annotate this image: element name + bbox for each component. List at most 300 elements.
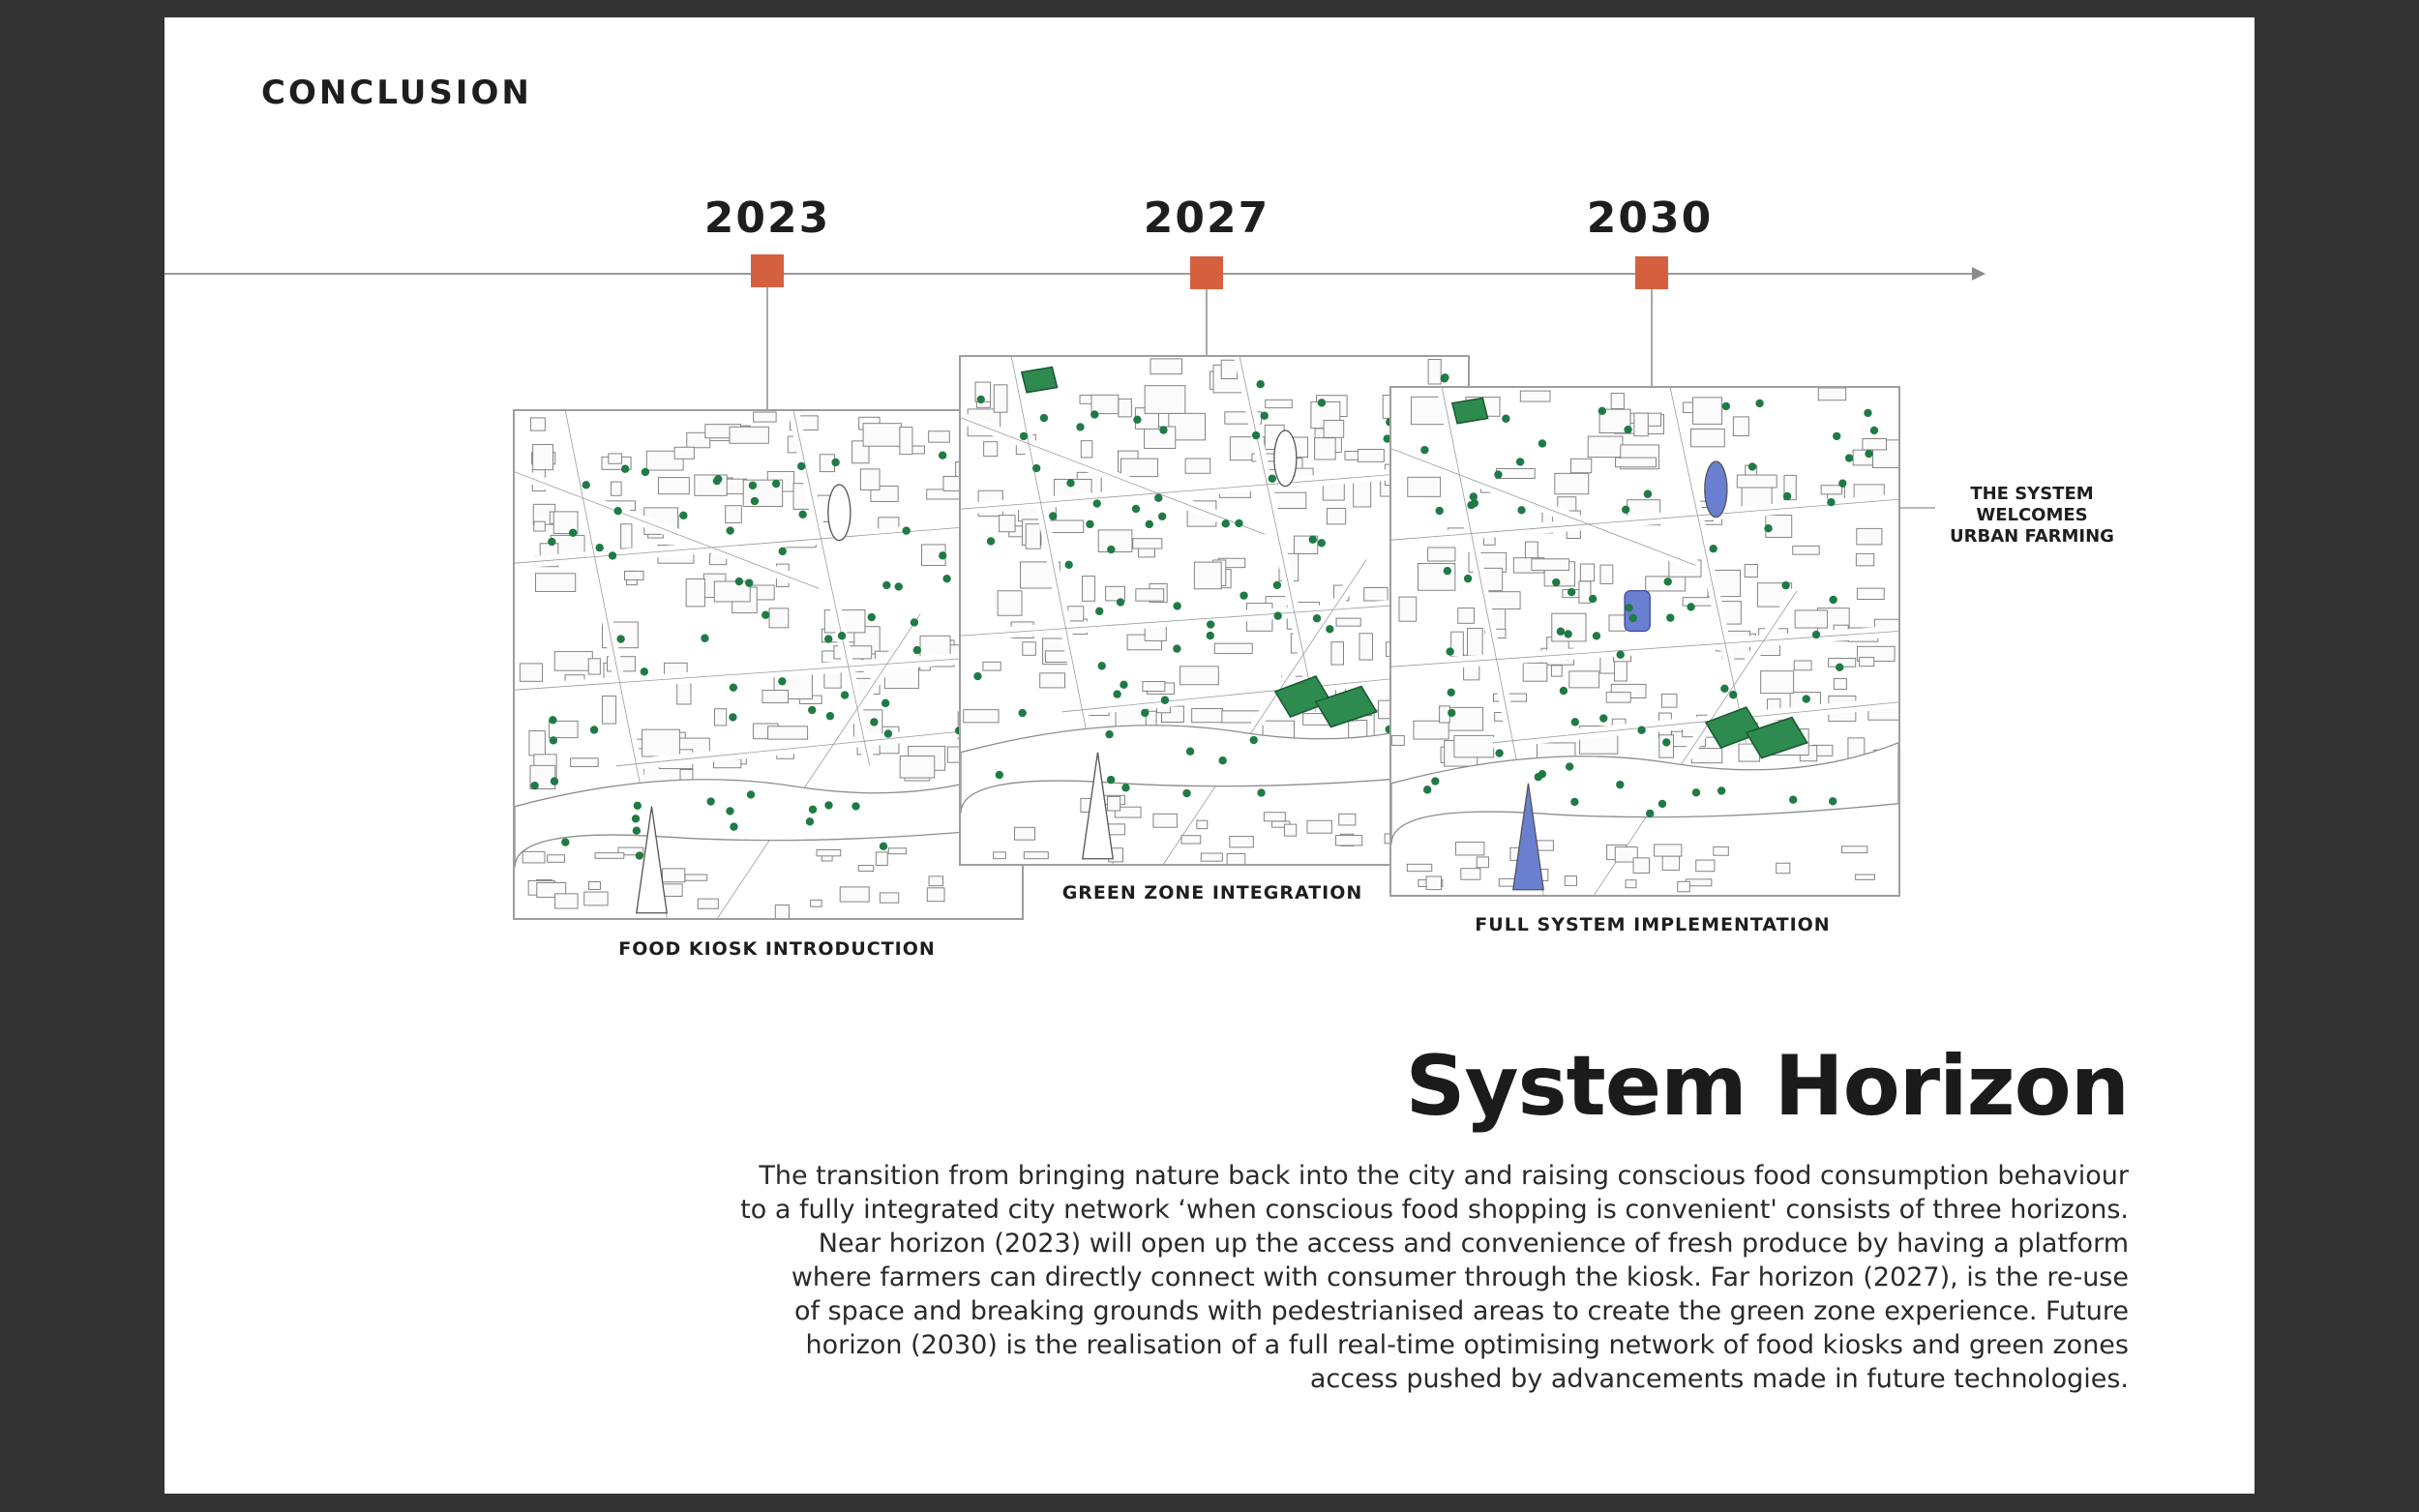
kiosk-dot [569, 529, 577, 537]
kiosk-dot [851, 802, 859, 810]
city-block [621, 524, 632, 548]
city-block [1040, 673, 1065, 688]
city-block [1399, 597, 1417, 621]
kiosk-dot [1803, 695, 1810, 702]
city-block [1662, 856, 1679, 870]
kiosk-dot [1812, 631, 1820, 638]
kiosk-dot [1870, 427, 1878, 434]
year-2030-marker [1635, 256, 1668, 289]
city-block [1324, 421, 1344, 438]
page-title: System Horizon [1405, 1038, 2129, 1135]
city-block [1520, 391, 1550, 401]
city-block [1120, 459, 1157, 476]
kiosk-dot [1257, 788, 1265, 796]
city-block [1461, 869, 1480, 880]
kiosk-dot [841, 691, 849, 698]
caption-2027: GREEN ZONE INTEGRATION [1061, 882, 1363, 904]
city-block [927, 888, 944, 902]
city-block [1633, 858, 1650, 874]
kiosk-dot [549, 716, 556, 724]
city-block [880, 893, 898, 903]
city-block [1856, 553, 1873, 565]
kiosk-dot [590, 726, 598, 733]
kiosk-dot [1273, 611, 1281, 619]
kiosk-dot [1589, 595, 1597, 603]
kiosk-dot [1423, 786, 1431, 793]
city-block [1523, 663, 1547, 681]
city-block [1359, 634, 1373, 660]
city-block [1570, 459, 1591, 472]
city-block [1580, 564, 1594, 581]
caption-2023: FOOD KIOSK INTRODUCTION [618, 938, 936, 960]
city-block [884, 667, 918, 688]
kiosk-dot [895, 582, 903, 590]
kiosk-dot [613, 507, 621, 515]
kiosk-dot [1502, 415, 1509, 423]
city-block [624, 571, 643, 579]
city-block [1455, 843, 1483, 855]
kiosk-dot [824, 801, 832, 809]
kiosk-dot [1121, 784, 1129, 791]
kiosk-dot [1644, 490, 1652, 498]
kiosk-dot [1065, 561, 1073, 569]
kiosk-dot [1222, 519, 1230, 527]
city-block [1197, 820, 1208, 828]
city-block [1532, 559, 1569, 571]
kiosk-dot [1146, 520, 1153, 528]
kiosk-dot [530, 782, 538, 789]
year-2023-label: 2023 [703, 193, 831, 243]
city-block [571, 758, 599, 767]
kiosk-dot [1207, 632, 1214, 639]
city-block [1458, 608, 1475, 624]
kiosk-dot [616, 635, 624, 642]
kiosk-dot [1095, 608, 1103, 615]
city-block [1565, 876, 1576, 886]
city-block [595, 853, 624, 859]
city-block [1745, 565, 1757, 578]
kiosk-dot [1538, 439, 1546, 447]
city-block [1026, 524, 1040, 549]
city-block [1000, 516, 1015, 532]
kiosk-dot [745, 578, 753, 586]
city-block [663, 869, 685, 882]
kiosk-dot [797, 462, 805, 470]
side-note-line: THE SYSTEM [1970, 484, 2094, 504]
body-line: Near horizon (2023) will open up the access and convenience of fresh produce by having a platform [818, 1229, 2129, 1259]
city-block [1690, 429, 1724, 446]
kiosk-dot [1622, 506, 1629, 514]
city-block [1108, 824, 1125, 835]
kiosk-dot [1133, 416, 1141, 424]
year-2023-marker [751, 254, 784, 287]
city-block [1678, 881, 1690, 891]
kiosk-dot [1159, 426, 1167, 433]
city-block [602, 696, 615, 724]
kiosk-dot [642, 468, 649, 476]
city-block [1119, 399, 1132, 416]
map-2023-illustration [515, 411, 1022, 918]
city-block [1150, 359, 1181, 374]
kiosk-dot [1722, 402, 1730, 410]
city-block [698, 899, 718, 908]
kiosk-dot [636, 851, 643, 859]
city-block [1285, 824, 1297, 836]
kiosk-dot [1593, 632, 1600, 639]
kiosk-dot [1629, 614, 1637, 622]
kiosk-dot [987, 537, 995, 545]
kiosk-dot [831, 459, 839, 466]
kiosk-dot [1252, 431, 1260, 439]
body-line: horizon (2030) is the realisation of a full real-time optimising network of food kiosks and green zones [805, 1330, 2129, 1360]
green-zone [1022, 367, 1058, 392]
city-block [1336, 836, 1362, 845]
city-block [1606, 693, 1630, 702]
kiosk-dot [973, 672, 981, 680]
city-block [1626, 880, 1636, 888]
kiosk-dot [1448, 709, 1455, 717]
kiosk-dot [1764, 524, 1772, 532]
city-block [762, 691, 789, 703]
kiosk-dot [977, 396, 985, 403]
kiosk-dot [1666, 613, 1674, 621]
kiosk-dot [798, 511, 806, 519]
kiosk-dot [1557, 628, 1565, 636]
city-block [714, 709, 726, 726]
kiosk-dot [1470, 492, 1478, 500]
kiosk-dot [595, 544, 603, 551]
city-block [589, 881, 601, 889]
tower-gherkin [1705, 461, 1727, 518]
kiosk-dot [730, 683, 737, 691]
kiosk-dot [1066, 479, 1074, 487]
city-block [1364, 587, 1388, 601]
kiosk-dot [609, 551, 616, 559]
city-block [1145, 386, 1185, 414]
kiosk-dot [1093, 499, 1101, 507]
year-2023-stem [766, 287, 768, 426]
kiosk-dot [1420, 446, 1428, 454]
city-block [1408, 477, 1441, 496]
city-block [520, 664, 542, 681]
kiosk-dot [679, 512, 687, 519]
city-block [685, 875, 707, 880]
city-block [964, 710, 999, 723]
kiosk-dot [1687, 603, 1694, 610]
city-block [674, 447, 694, 459]
city-block [754, 412, 776, 422]
city-block [900, 756, 935, 778]
street-edge [718, 614, 921, 918]
city-block [1761, 671, 1794, 694]
kiosk-dot [778, 677, 786, 685]
kiosk-dot [772, 480, 780, 488]
city-block [1266, 400, 1293, 407]
kiosk-dot [621, 465, 629, 473]
city-block [1477, 857, 1488, 868]
city-block [1555, 473, 1589, 493]
city-block [1454, 735, 1494, 756]
city-block [1358, 450, 1384, 462]
city-block [1354, 480, 1371, 507]
kiosk-dot [1845, 454, 1853, 461]
kiosk-dot [1494, 470, 1502, 478]
city-block [1391, 735, 1404, 745]
city-block [714, 581, 750, 602]
kiosk-dot [1446, 647, 1453, 655]
kiosk-dot [1261, 412, 1269, 420]
map-2023 [513, 409, 1024, 920]
body-line: The transition from bringing nature back into the city and raising conscious food consumption behaviour [759, 1161, 2129, 1191]
green-zone [1452, 398, 1488, 423]
city-block [584, 892, 608, 905]
city-block [1194, 562, 1221, 589]
city-block [768, 726, 808, 739]
city-block [588, 659, 600, 674]
kiosk-dot [1444, 567, 1451, 575]
city-block [1133, 539, 1162, 548]
city-block [900, 428, 912, 455]
kiosk-dot [1829, 797, 1837, 805]
kiosk-dot [1120, 681, 1127, 689]
body-line: to a fully integrated city network ‘when conscious food shopping is convenient' consists of three horizons. [740, 1195, 2129, 1225]
city-block [1857, 588, 1884, 599]
kiosk-dot [726, 807, 733, 815]
kiosk-dot [911, 618, 918, 626]
city-block [1307, 820, 1331, 833]
caption-2030: FULL SYSTEM IMPLEMENTATION [1475, 914, 1831, 935]
kiosk-dot [1441, 374, 1448, 382]
city-block [1793, 546, 1819, 554]
city-block [555, 894, 578, 908]
city-block [534, 521, 545, 531]
kiosk-dot [1235, 519, 1242, 527]
kiosk-dot [1207, 620, 1214, 628]
kiosk-dot [1154, 494, 1162, 502]
city-block [523, 851, 545, 863]
city-block [1143, 681, 1165, 691]
city-block [863, 424, 901, 447]
timeline-arrow-icon [1972, 267, 1986, 281]
kiosk-dot [1117, 598, 1124, 606]
kiosk-dot [1838, 479, 1846, 487]
kiosk-dot [880, 843, 887, 850]
city-block [612, 482, 622, 495]
city-block [1696, 860, 1715, 872]
city-block [1777, 863, 1790, 874]
kiosk-dot [1318, 539, 1326, 547]
kiosk-dot [1538, 770, 1546, 778]
city-block [658, 478, 689, 494]
city-block [983, 662, 1000, 670]
kiosk-dot [1090, 410, 1098, 418]
kiosk-dot [913, 646, 921, 654]
body-line: where farmers can directly connect with consumer through the kiosk. Far horizon (2027), is the re-use [791, 1262, 2129, 1292]
kiosk-dot [1781, 581, 1789, 589]
kiosk-dot [1250, 736, 1258, 744]
kiosk-dot [550, 736, 557, 744]
kiosk-dot [735, 578, 743, 585]
kiosk-dot [1598, 407, 1606, 415]
city-block [1201, 853, 1222, 861]
city-block [1214, 643, 1252, 653]
city-block [998, 591, 1022, 615]
body-line: access pushed by advancements made in future technologies. [1309, 1364, 2129, 1394]
kiosk-dot [806, 817, 814, 825]
kiosk-dot [1218, 756, 1226, 764]
city-block [1856, 875, 1875, 879]
city-block [531, 418, 546, 430]
city-block [1426, 876, 1441, 890]
body-line: of space and breaking grounds with pedestrianised areas to create the green zone experience. Future [794, 1296, 2129, 1326]
city-block [1185, 459, 1210, 473]
kiosk-dot [1829, 596, 1837, 604]
city-block [1609, 615, 1626, 631]
city-block [811, 900, 821, 906]
tower-gherkin [828, 485, 851, 541]
map-2030-illustration [1391, 388, 1898, 895]
kiosk-dot [1560, 687, 1568, 695]
city-block [1857, 528, 1882, 545]
section-label: CONCLUSION [261, 74, 532, 112]
kiosk-dot [749, 482, 757, 489]
city-block [858, 866, 874, 872]
kiosk-dot [882, 581, 890, 589]
kiosk-dot [1435, 507, 1443, 515]
city-block [1863, 439, 1887, 450]
city-block [994, 852, 1006, 859]
city-block [1336, 618, 1360, 626]
timeline-line [164, 273, 1976, 275]
kiosk-dot [1616, 781, 1624, 788]
side-note [1935, 484, 2129, 548]
kiosk-dot [809, 806, 817, 814]
kiosk-dot [548, 538, 555, 546]
city-block [769, 608, 789, 628]
year-2027-marker [1190, 256, 1223, 289]
kiosk-dot [634, 802, 642, 810]
kiosk-dot [1273, 581, 1281, 589]
city-block [642, 729, 680, 756]
city-block [1733, 417, 1748, 436]
city-block [929, 876, 943, 886]
city-block [876, 852, 887, 866]
kiosk-dot [1571, 718, 1579, 726]
kiosk-dot [1049, 512, 1057, 519]
kiosk-dot [1833, 432, 1840, 440]
kiosk-dot [701, 635, 708, 642]
kiosk-dot [1107, 546, 1115, 553]
city-block [888, 848, 906, 854]
kiosk-dot [727, 526, 734, 534]
kiosk-dot [1865, 450, 1872, 458]
kiosk-dot [729, 713, 736, 721]
city-block [1014, 827, 1034, 840]
kiosk-dot [1113, 690, 1120, 697]
kiosk-dot [1864, 409, 1871, 417]
kiosk-dot [1018, 709, 1026, 717]
kiosk-dot [1789, 796, 1797, 804]
city-block [1264, 813, 1285, 821]
kiosk-dot [632, 815, 640, 822]
kiosk-dot [1616, 651, 1624, 659]
city-block [1428, 360, 1441, 384]
kiosk-dot [870, 718, 878, 726]
kiosk-dot [1564, 630, 1571, 637]
kiosk-dot [762, 611, 769, 619]
city-block [1818, 388, 1845, 400]
city-block [1842, 846, 1867, 853]
city-block [1081, 441, 1092, 458]
kiosk-dot [1517, 506, 1525, 514]
city-block [929, 431, 950, 442]
city-block [533, 445, 553, 470]
city-block [1551, 666, 1562, 676]
slide-page [164, 17, 2255, 1494]
kiosk-dot [641, 667, 648, 675]
kiosk-dot [1239, 591, 1247, 599]
kiosk-dot [1568, 588, 1575, 596]
city-block [1467, 628, 1482, 655]
city-block [994, 385, 1007, 412]
city-block [554, 652, 592, 671]
kiosk-dot [838, 632, 846, 639]
city-block [840, 887, 869, 902]
city-block [1414, 721, 1448, 739]
kiosk-dot [1748, 462, 1756, 470]
kiosk-dot [582, 481, 590, 489]
city-block [1221, 360, 1238, 378]
city-block [1227, 853, 1245, 864]
city-block [1024, 852, 1048, 859]
city-block [548, 855, 565, 863]
year-2027-label: 2027 [1143, 193, 1270, 243]
city-block [1714, 846, 1728, 855]
city-block [1023, 642, 1036, 656]
kiosk-dot [1692, 788, 1700, 796]
city-block [686, 579, 704, 607]
kiosk-dot [1186, 748, 1194, 756]
kiosk-dot [1161, 697, 1169, 704]
kiosk-dot [1836, 664, 1843, 671]
kiosk-dot [1182, 789, 1190, 797]
kiosk-dot [1313, 614, 1321, 622]
city-block [1428, 548, 1455, 561]
kiosk-dot [1326, 625, 1333, 633]
city-block [1737, 475, 1777, 488]
kiosk-dot [1318, 399, 1326, 406]
city-block [817, 849, 841, 855]
city-block [1068, 607, 1084, 621]
kiosk-dot [1040, 414, 1048, 422]
kiosk-dot [824, 635, 832, 642]
kiosk-dot [1173, 602, 1180, 609]
city-block [984, 442, 998, 457]
city-block [1181, 836, 1201, 844]
kiosk-dot [1086, 520, 1093, 528]
city-block [1107, 796, 1120, 811]
kiosk-dot [1783, 492, 1791, 500]
kiosk-dot [730, 822, 737, 830]
city-block [677, 682, 691, 704]
kiosk-dot [561, 838, 569, 845]
kiosk-dot [1570, 798, 1578, 806]
city-block [1655, 845, 1682, 856]
kiosk-dot [1729, 691, 1737, 698]
city-block [1794, 661, 1811, 670]
kiosk-dot [1658, 800, 1666, 808]
kiosk-dot [1495, 749, 1503, 756]
